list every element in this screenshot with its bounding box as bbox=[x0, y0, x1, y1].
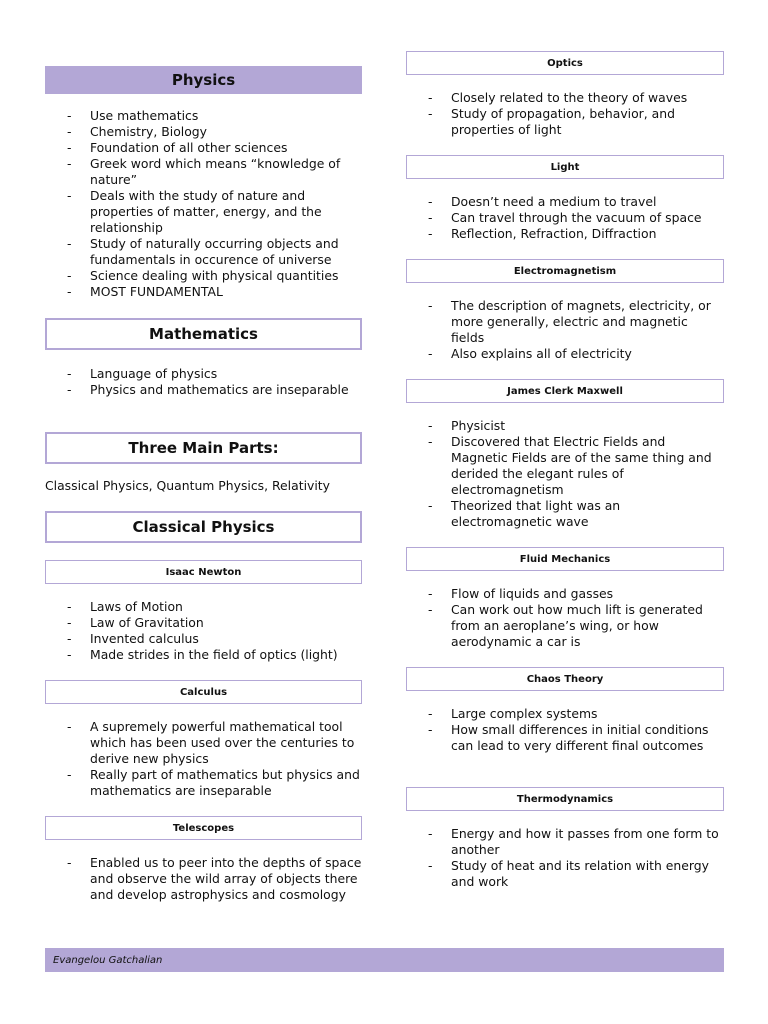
calculus-list bbox=[45, 719, 362, 799]
list-item: - Reflection, Refraction, Diffraction bbox=[406, 226, 724, 242]
list-item: - Physics and mathematics are inseparable bbox=[45, 382, 362, 398]
footer-author-bar bbox=[45, 948, 724, 972]
list-item: - Made strides in the field of optics (light) bbox=[45, 647, 362, 663]
thermodynamics-heading: Thermodynamics bbox=[406, 787, 724, 811]
light-heading: Light bbox=[406, 155, 724, 179]
chaos-theory-list bbox=[406, 706, 724, 754]
optics-heading: Optics bbox=[406, 51, 724, 75]
calculus-heading: Calculus bbox=[45, 680, 362, 704]
list-item: - Invented calculus bbox=[45, 631, 362, 647]
list-item: - Theorized that light was an electromagnetic wave bbox=[406, 498, 724, 530]
list-item: - Flow of liquids and gasses bbox=[406, 586, 724, 602]
light-list bbox=[406, 194, 724, 242]
classical-physics-heading: Classical Physics bbox=[45, 511, 362, 543]
optics-list bbox=[406, 90, 724, 138]
telescopes-list bbox=[45, 855, 362, 903]
list-item: - The description of magnets, electricity, or more generally, electric and magnetic fields bbox=[406, 298, 724, 346]
thermodynamics-list bbox=[406, 826, 724, 890]
james-clerk-maxwell-list bbox=[406, 418, 724, 530]
list-item: - Study of propagation, behavior, and properties of light bbox=[406, 106, 724, 138]
list-item: - Deals with the study of nature and properties of matter, energy, and the relationship bbox=[45, 188, 362, 236]
list-item: - MOST FUNDAMENTAL bbox=[45, 284, 362, 300]
list-item: - Study of heat and its relation with energy and work bbox=[406, 858, 724, 890]
list-item: - Energy and how it passes from one form to another bbox=[406, 826, 724, 858]
list-item: - A supremely powerful mathematical tool which has been used over the centuries to derive new physics bbox=[45, 719, 362, 767]
list-item: - Really part of mathematics but physics and mathematics are inseparable bbox=[45, 767, 362, 799]
author-name: Evangelou Gatchalian bbox=[53, 954, 163, 966]
list-item: - Law of Gravitation bbox=[45, 615, 362, 631]
three-main-parts-text: Classical Physics, Quantum Physics, Relativity bbox=[45, 478, 330, 493]
list-item: - Large complex systems bbox=[406, 706, 724, 722]
isaac-newton-heading: Isaac Newton bbox=[45, 560, 362, 584]
physics-heading: Physics bbox=[45, 66, 362, 94]
three-main-parts-heading: Three Main Parts: bbox=[45, 432, 362, 464]
telescopes-heading: Telescopes bbox=[45, 816, 362, 840]
isaac-newton-list bbox=[45, 599, 362, 663]
list-item: - Physicist bbox=[406, 418, 724, 434]
list-item: - Discovered that Electric Fields and Magnetic Fields are of the same thing and derided the elegant rules of electromagnetism bbox=[406, 434, 724, 498]
james-clerk-maxwell-heading: James Clerk Maxwell bbox=[406, 379, 724, 403]
fluid-mechanics-list bbox=[406, 586, 724, 650]
list-item: - Greek word which means “knowledge of nature” bbox=[45, 156, 362, 188]
chaos-theory-heading: Chaos Theory bbox=[406, 667, 724, 691]
list-item: - Doesn’t need a medium to travel bbox=[406, 194, 724, 210]
mathematics-heading: Mathematics bbox=[45, 318, 362, 350]
list-item: - Language of physics bbox=[45, 366, 362, 382]
list-item: - Laws of Motion bbox=[45, 599, 362, 615]
mathematics-list bbox=[45, 366, 362, 398]
electromagnetism-list bbox=[406, 298, 724, 362]
list-item: - Enabled us to peer into the depths of space and observe the wild array of objects there and develop astrophysics and cosmology bbox=[45, 855, 362, 903]
list-item: - Use mathematics bbox=[45, 108, 362, 124]
list-item: - Can travel through the vacuum of space bbox=[406, 210, 724, 226]
list-item: - Foundation of all other sciences bbox=[45, 140, 362, 156]
electromagnetism-heading: Electromagnetism bbox=[406, 259, 724, 283]
list-item: - How small differences in initial conditions can lead to very different final outcomes bbox=[406, 722, 724, 754]
list-item: - Also explains all of electricity bbox=[406, 346, 724, 362]
physics-list bbox=[45, 108, 362, 300]
fluid-mechanics-heading: Fluid Mechanics bbox=[406, 547, 724, 571]
list-item: - Chemistry, Biology bbox=[45, 124, 362, 140]
list-item: - Study of naturally occurring objects and fundamentals in occurence of universe bbox=[45, 236, 362, 268]
list-item: - Closely related to the theory of waves bbox=[406, 90, 724, 106]
list-item: - Science dealing with physical quantities bbox=[45, 268, 362, 284]
list-item: - Can work out how much lift is generated from an aeroplane’s wing, or how aerodynamic a car is bbox=[406, 602, 724, 650]
